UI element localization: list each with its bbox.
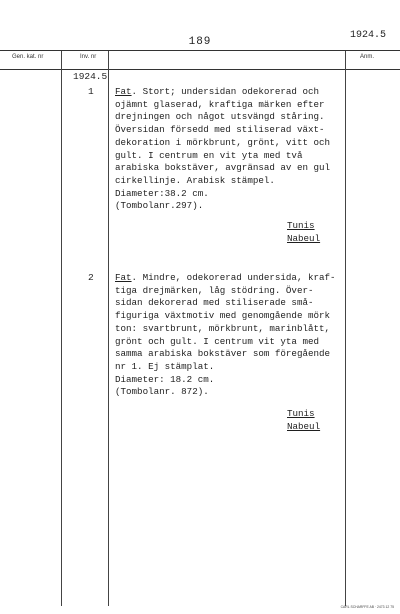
entry-line: Översidan försedd med stiliserad växt-: [115, 124, 325, 136]
column-anm: Anm.: [360, 54, 375, 60]
column-divider-3: [345, 51, 346, 606]
entry-line: dekoration i mörkbrunt, grönt, vitt och: [115, 136, 331, 148]
entry-year: 1924.5: [73, 71, 108, 82]
entry-line: ton: svartbrunt, mörkbrunt, marinblått,: [115, 322, 331, 334]
entry-line: ojämnt glaserad, kraftiga märken efter: [115, 98, 325, 110]
entry-line: . Stort; undersidan odekorerad och: [131, 86, 320, 97]
entry-line: sidan dekorerad med stiliserade små-: [115, 297, 314, 309]
entry-line: nr 1. Ej stämplat.: [115, 360, 215, 372]
column-gen-kat-nr: Gen. kat. nr: [12, 54, 44, 60]
entry-location: [287, 220, 320, 245]
location-line: Tunis: [287, 220, 315, 231]
page-number: 189: [188, 36, 212, 48]
column-divider-1: [61, 51, 62, 606]
entry-line: samma arabiska bokstäver som föregående: [115, 348, 331, 360]
entry-location: [287, 408, 320, 433]
entry-description: [115, 272, 343, 399]
entry-line: (Tombolanr.297).: [115, 200, 204, 212]
entry-line: arabiska bokstäver, avgränsad av en gul: [115, 162, 331, 174]
entry-description: [115, 86, 343, 213]
entry-line: Diameter: 18.2 cm.: [115, 373, 215, 385]
entry-line: grönt och gult. I centrum vit yta med: [115, 335, 319, 347]
entry-number: 2: [88, 272, 94, 283]
column-header-row: [0, 50, 400, 70]
entry-line: (Tombolanr. 872).: [115, 386, 209, 398]
entry-number: 1: [88, 86, 94, 97]
entry-type: Fat: [115, 272, 132, 283]
entry-line: tiga drejmärken, låg stödring. Över-: [115, 284, 314, 296]
entry-line: Diameter:38.2 cm.: [115, 187, 209, 199]
column-inv-nr: Inv. nr: [80, 54, 97, 60]
entry-type: Fat: [115, 86, 132, 97]
entry-line: figuriga växtmotiv med genomgående mörk: [115, 310, 331, 322]
location-line: Tunis: [287, 408, 315, 419]
entry-line: cirkellinje. Arabisk stämpel.: [115, 174, 275, 186]
printer-imprint: CARL SCHARFFE AB · 2473 12 75: [340, 605, 394, 609]
header-reference: 1924.5: [349, 30, 386, 41]
location-line: Nabeul: [287, 232, 321, 244]
entry-line: . Mindre, odekorerad undersida, kraf-: [131, 272, 336, 283]
location-line: Nabeul: [287, 420, 321, 432]
column-divider-2: [108, 51, 109, 606]
entry-line: drejningen och något utsvängd ståring.: [115, 111, 325, 123]
entry-line: gult. I centrum en vit yta med två: [115, 149, 303, 161]
